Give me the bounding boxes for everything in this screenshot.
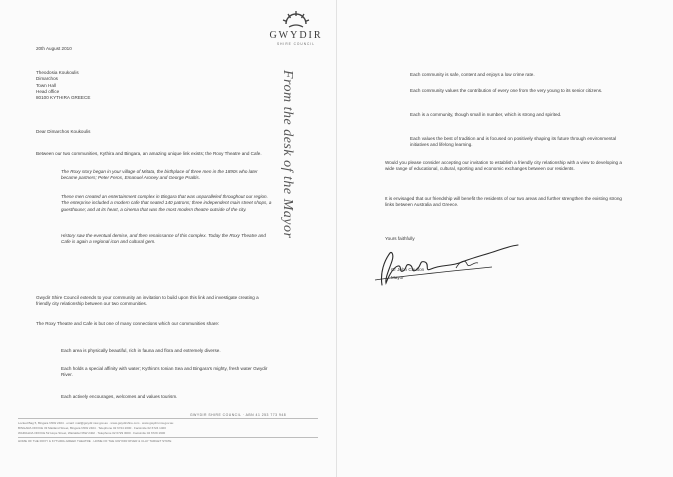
list-item: Each is a community, though small in number, which is strong and spirited. bbox=[410, 112, 562, 117]
mayor-tagline: From the desk of the Mayor bbox=[280, 70, 295, 239]
footer-rule bbox=[18, 418, 318, 419]
quote-paragraph-3: History saw the eventual demise, and then renaissance of this complex. Today the Roxy Theatre and Cafe is again a regional icon and cultural gem. bbox=[61, 233, 266, 245]
address-line: 80100 KYTHIRA GREECE bbox=[36, 95, 91, 101]
footer-line: Locked Bag 5, Bingara NSW 2404 · email: mail@gwydir.nsw.gov.au · www.gwydirshire.com · www.gwydir.nsw.gov.au bbox=[18, 421, 174, 425]
footer-line: BINGARA OFFICE 33 Maitland Street, Bingara NSW 2404 · Telephone 02 6724 2000 · Facsimile 02 6724 1400 bbox=[18, 426, 166, 430]
recipient-address bbox=[36, 70, 186, 101]
connections-paragraph: The Roxy Theatre and Cafe is but one of many connections which our communities share: bbox=[36, 321, 220, 326]
list-item: Each community values the contribution of every one from the very young to its senior citizens. bbox=[410, 88, 603, 93]
gwydir-logo bbox=[266, 10, 326, 46]
request-paragraph: Would you please consider accepting our invitation to establish a friendly city relationship with a view to developing a wide range of educational, cultural, sporting and economic exchanges between our residents. bbox=[385, 160, 622, 172]
sun-rays-icon bbox=[281, 10, 311, 30]
quote-paragraph-1: The Roxy story began in your village of Mitata, the birthplace of three men in the 1890s who later became partners; Peter Feros, Emanuel Aroney and George Psaltis. bbox=[61, 169, 258, 181]
signer-name: Cr John Coulton bbox=[391, 267, 425, 272]
letter-date: 20th August 2010 bbox=[36, 46, 72, 51]
footer-org: GWYDIR SHIRE COUNCIL · ABN 41 253 773 948 bbox=[190, 413, 287, 417]
intro-paragraph: Between our two communities, Kythira and Bingara, an amazing unique link exists; the Roxy Theatre and Cafe. bbox=[36, 151, 262, 156]
footer-line: WARIALDA OFFICE 52 Hope Street, Warialda NSW 2402 · Telephone 02 6729 3000 · Facsimile 02 6729 1900 bbox=[18, 431, 166, 435]
quote-paragraph-2: These men created an entertainment complex in Bingara that was unparalleled throughout our region. The enterprise included a modern cafe that seated 140 patrons; three independent main street shops, a guesthouse; and at its heart, a cinema that was the most modern theatre outside of the city. bbox=[61, 194, 272, 212]
signer-title: Mayor bbox=[391, 275, 404, 280]
list-item: Each values the best of tradition and is focused on positively shaping its future through environmental initiatives and lifelong learning. bbox=[410, 136, 617, 148]
list-item: Each community is safe, content and enjoys a low crime rate. bbox=[410, 72, 535, 77]
address-line: Head office bbox=[36, 88, 60, 94]
footer-rule bbox=[18, 437, 318, 438]
list-item: Each actively encourages, welcomes and values tourism. bbox=[61, 394, 178, 399]
footer-line: HOME OF THE ROXY & KYTHIRA-GREEK THEATRE · HOME OF THE GWYDIR RIVER & CLAY TARGET STATE bbox=[18, 439, 172, 443]
address-line: Dimarchos bbox=[36, 76, 58, 82]
envisaged-paragraph: It is envisaged that our friendship will benefit the residents of our two areas and further strengthen the existing strong links between Australia and Greece. bbox=[385, 196, 622, 208]
list-item: Each area is physically beautiful, rich in fauna and flora and extremely diverse. bbox=[61, 348, 221, 353]
salutation: Dear Dimarchos Koukoulis bbox=[36, 129, 91, 134]
logo-name: GWYDIR bbox=[269, 30, 323, 41]
address-line: Theodosia Koukoulis bbox=[36, 70, 79, 75]
list-item: Each holds a special affinity with water; Kythira's Ionian Sea and Bingara's mighty, fresh water Gwydir River. bbox=[61, 366, 268, 378]
logo-subtitle: SHIRE COUNCIL bbox=[277, 42, 315, 46]
address-line: Town Hall bbox=[36, 82, 56, 88]
closing: Yours faithfully bbox=[385, 236, 415, 241]
invitation-paragraph: Gwydir Shire Council extends to your community an invitation to build upon this link and investigate creating a friendly city relationship between our two communities. bbox=[36, 295, 259, 307]
